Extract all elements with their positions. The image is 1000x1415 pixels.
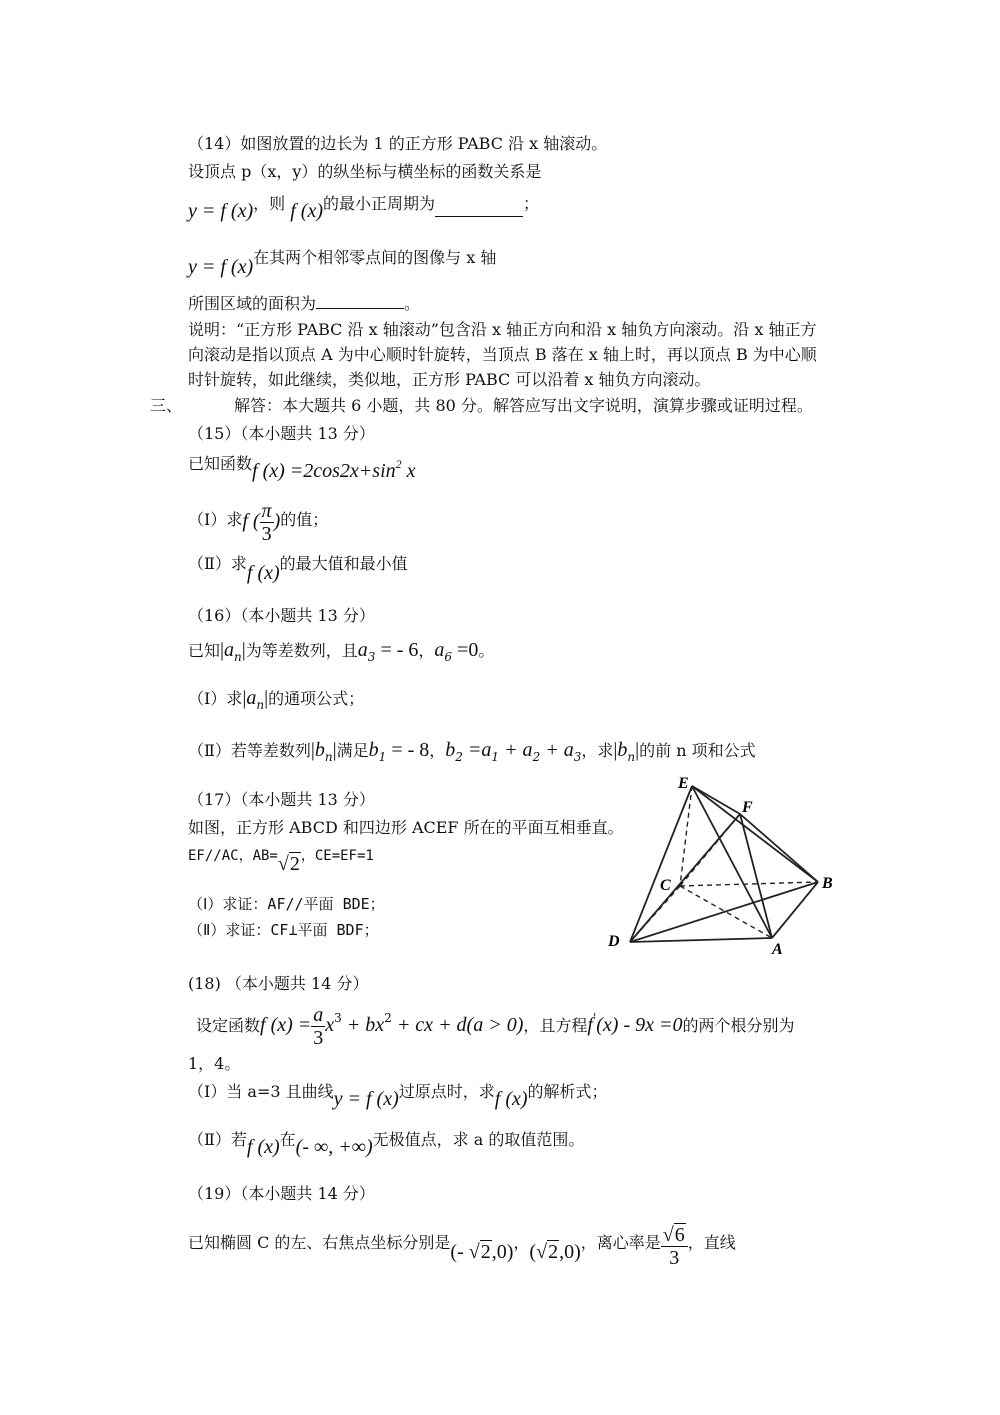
label-E: E: [678, 775, 689, 792]
q17-sqrt2: √2: [277, 853, 300, 875]
edge-ED: [630, 786, 692, 942]
q17-line2: EF//AC，AB=√2，CE=EF=1: [188, 848, 374, 875]
q14-line4: y = f (x)在其两个相邻零点间的图像与 x 轴: [188, 248, 497, 278]
q14-eq-y: y = f (x): [188, 200, 254, 222]
q14-note3: 时针旋转，如此继续，类似地，正方形 PABC 可以沿着 x 轴负方向滚动。: [188, 370, 711, 389]
q14-line3: y = f (x)，则 f (x)的最小正周期为 ；: [188, 194, 540, 222]
q17-figure: [600, 770, 860, 960]
q14-note1: 说明：“正方形 PABC 沿 x 轴滚动”包含沿 x 轴正方向和沿 x 轴负方向滚动。沿 x 轴正方: [188, 320, 817, 339]
edge-DB: [630, 882, 818, 942]
q14-line1: （14）如图放置的边长为 1 的正方形 PABC 沿 x 轴滚动。: [188, 134, 608, 153]
label-A: A: [772, 941, 783, 958]
q16-given: 已知$|a_n|$为等差数列，且$a_3$ = - 6，$a_6 =0$。: [188, 639, 495, 664]
q15-function: f $(x) =2\cos 2x+\sin^2$ x: [252, 457, 416, 482]
q17-part1: （Ⅰ）求证：AF//平面 BDE；: [188, 895, 385, 913]
edge-EB: [692, 786, 818, 882]
q18-given: 设定函数f (x) = $\frac{a}{3}$ $x^3 + bx^2$ + cx + d(a > 0)，且方程f'(x) - 9x =0的两个根分别为: [196, 1004, 795, 1049]
q16-part1: （Ⅰ）求$|a_n|$的通项公式；: [188, 687, 365, 712]
q16-part2: （Ⅱ）若等差数列$|b_n|$满足$b_1$ = - 8，$b_2 =a_1 + a_2 + a_3$，求$|b_n|$的前 n 项和公式: [188, 739, 756, 764]
q17-part2: （Ⅱ）求证：CF⊥平面 BDF；: [188, 921, 379, 939]
q15-part1: （Ⅰ）求f ( $\frac{\pi}{3}$ )的值；: [188, 500, 329, 545]
q14-line2: 设顶点 p（x，y）的纵坐标与横坐标的函数关系是: [188, 162, 542, 181]
q17-line1: 如图，正方形 ABCD 和四边形 ACEF 所在的平面互相垂直。: [188, 818, 624, 837]
label-C: C: [660, 877, 671, 894]
section3-title: 解答：本大题共 6 小题，共 80 分。解答应写出文字说明，演算步骤或证明过程。: [234, 396, 813, 415]
q18-part1: （Ⅰ）当 a=3 且曲线y = f (x)过原点时，求f (x)的解析式；: [188, 1082, 608, 1110]
q19-eccentricity: $\frac{√6}{3}$: [661, 1224, 688, 1269]
q15-pi-over-3: $\frac{\pi}{3}$: [261, 500, 272, 545]
label-D: D: [608, 933, 620, 950]
edge-FA: [740, 814, 772, 938]
edge-CB: [680, 882, 818, 886]
q15-given: 已知函数f $(x) =2\cos 2x+\sin^2$ x: [188, 454, 416, 482]
q18-head: (18) （本小题共 14 分）: [188, 974, 369, 993]
q18-part2: （Ⅱ）若f (x)在(- ∞, +∞)无极值点，求 a 的取值范围。: [188, 1130, 585, 1158]
q19-head: （19）（本小题共 14 分）: [188, 1184, 375, 1203]
section3-number: 三、: [150, 396, 183, 415]
q14-eq-f: f (x): [290, 200, 324, 222]
q16-head: （16）（本小题共 13 分）: [188, 606, 375, 625]
q17-head: （17）（本小题共 13 分）: [188, 790, 375, 809]
q14-note2: 向滚动是指以顶点 A 为中心顺时针旋转，当顶点 B 落在 x 轴上时，再以顶点 B 为中心顺: [188, 345, 817, 364]
label-F: F: [742, 799, 753, 816]
edge-AB: [772, 882, 818, 938]
q14-line5: 所围区域的面积为 。: [188, 294, 421, 313]
q15-part2: （Ⅱ）求f (x)的最大值和最小值: [188, 554, 408, 584]
edge-FB: [740, 814, 818, 882]
q14-answer-blank-2[interactable]: [316, 294, 404, 309]
label-B: B: [822, 875, 833, 892]
q19-given: 已知椭圆 C 的左、右焦点坐标分别是(- √2,0)，(√2,0)，离心率是 $\frac{√6}{3}$ ，直线: [188, 1224, 736, 1269]
q14-eq-y2: y = f (x): [188, 256, 254, 278]
edge-DA: [630, 938, 772, 942]
q18-a-over-3: $\frac{a}{3}$: [313, 1004, 324, 1049]
q18-roots: 1，4。: [188, 1054, 241, 1073]
q15-head: （15）（本小题共 13 分）: [188, 424, 375, 443]
q14-answer-blank-1[interactable]: [435, 202, 523, 217]
